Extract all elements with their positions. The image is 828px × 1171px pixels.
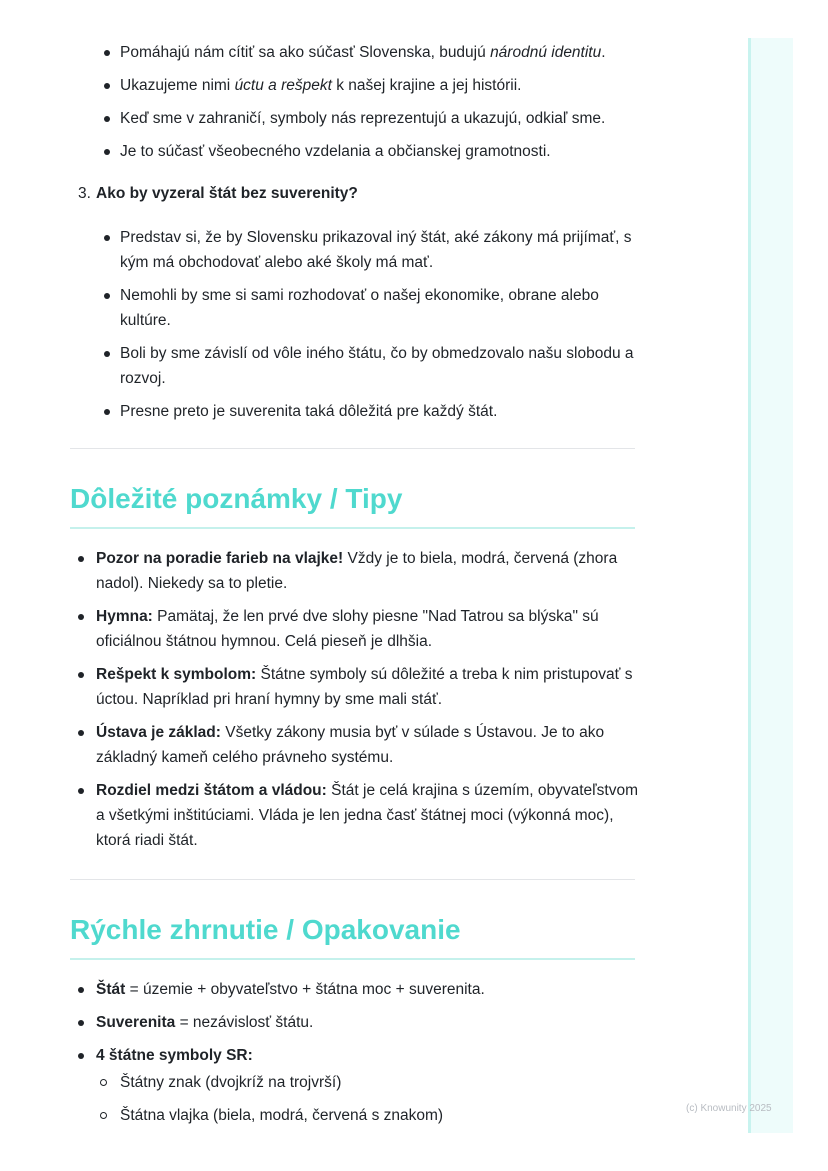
page-side-strip (748, 38, 793, 1133)
list-item: Pomáhajú nám cítiť sa ako súčasť Slovenska, budujú národnú identitu. (104, 40, 644, 65)
symbols-importance-list (104, 40, 644, 172)
list-item: Suverenita = nezávislosť štátu. (78, 1010, 638, 1035)
state-symbols-list (96, 1070, 638, 1128)
question-text: Ako by vyzeral štát bez suverenity? (96, 185, 358, 202)
list-item: Pozor na poradie farieb na vlajke! Vždy je to biela, modrá, červená (zhora nadol). Niekedy sa to pletie. (78, 546, 638, 596)
list-item: Rešpekt k symbolom: Štátne symboly sú dôležité a treba k nim pristupovať s úctou. Napríklad pri hraní hymny by sme mali stáť. (78, 662, 638, 712)
question-number: 3. (78, 185, 91, 202)
section-heading-tips: Dôležité poznámky / Tipy (70, 483, 635, 529)
list-item: Hymna: Pamätaj, že len prvé dve slohy piesne "Nad Tatrou sa blýska" sú oficiálnou štátnou hymnou. Celá pieseň je dlhšia. (78, 604, 638, 654)
divider (70, 879, 635, 880)
list-item: Ukazujeme nimi úctu a rešpekt k našej krajine a jej histórii. (104, 73, 644, 98)
list-item: Štátna vlajka (biela, modrá, červená s znakom) (96, 1103, 638, 1128)
copyright-text: (c) Knowunity 2025 (686, 1103, 772, 1114)
list-item: Rozdiel medzi štátom a vládou: Štát je celá krajina s územím, obyvateľstvom a všetkými inštitúciami. Vláda je len jedna časť štátnej moci (výkonná moc), ktorá riadi štát. (78, 778, 638, 853)
divider (70, 448, 635, 449)
list-item: Predstav si, že by Slovensku prikazoval iný štát, aké zákony má prijímať, s kým má obchodovať alebo aké školy má mať. (104, 225, 644, 275)
list-item: Boli by sme závislí od vôle iného štátu, čo by obmedzovalo našu slobodu a rozvoj. (104, 341, 644, 391)
tips-list (78, 546, 638, 861)
list-item: Je to súčasť všeobecného vzdelania a občianskej gramotnosti. (104, 139, 644, 164)
list-item: 4 štátne symboly SR: Štátny znak (dvojkríž na trojvrší) Štátna vlajka (biela, modrá, červená s znakom) (78, 1043, 638, 1128)
list-item: Ústava je základ: Všetky zákony musia byť v súlade s Ústavou. Je to ako základný kameň celého právneho systému. (78, 720, 638, 770)
list-item: Nemohli by sme si sami rozhodovať o našej ekonomike, obrane alebo kultúre. (104, 283, 644, 333)
list-item: Štát = územie + obyvateľstvo + štátna moc + suverenita. (78, 977, 638, 1002)
sovereignty-list (104, 225, 644, 432)
list-item: Štátny znak (dvojkríž na trojvrší) (96, 1070, 638, 1095)
list-item: Keď sme v zahraničí, symboly nás reprezentujú a ukazujú, odkiaľ sme. (104, 106, 644, 131)
section-heading-summary: Rýchle zhrnutie / Opakovanie (70, 914, 635, 960)
question-3 (78, 182, 358, 206)
summary-list (78, 977, 638, 1136)
list-item: Presne preto je suverenita taká dôležitá pre každý štát. (104, 399, 644, 424)
